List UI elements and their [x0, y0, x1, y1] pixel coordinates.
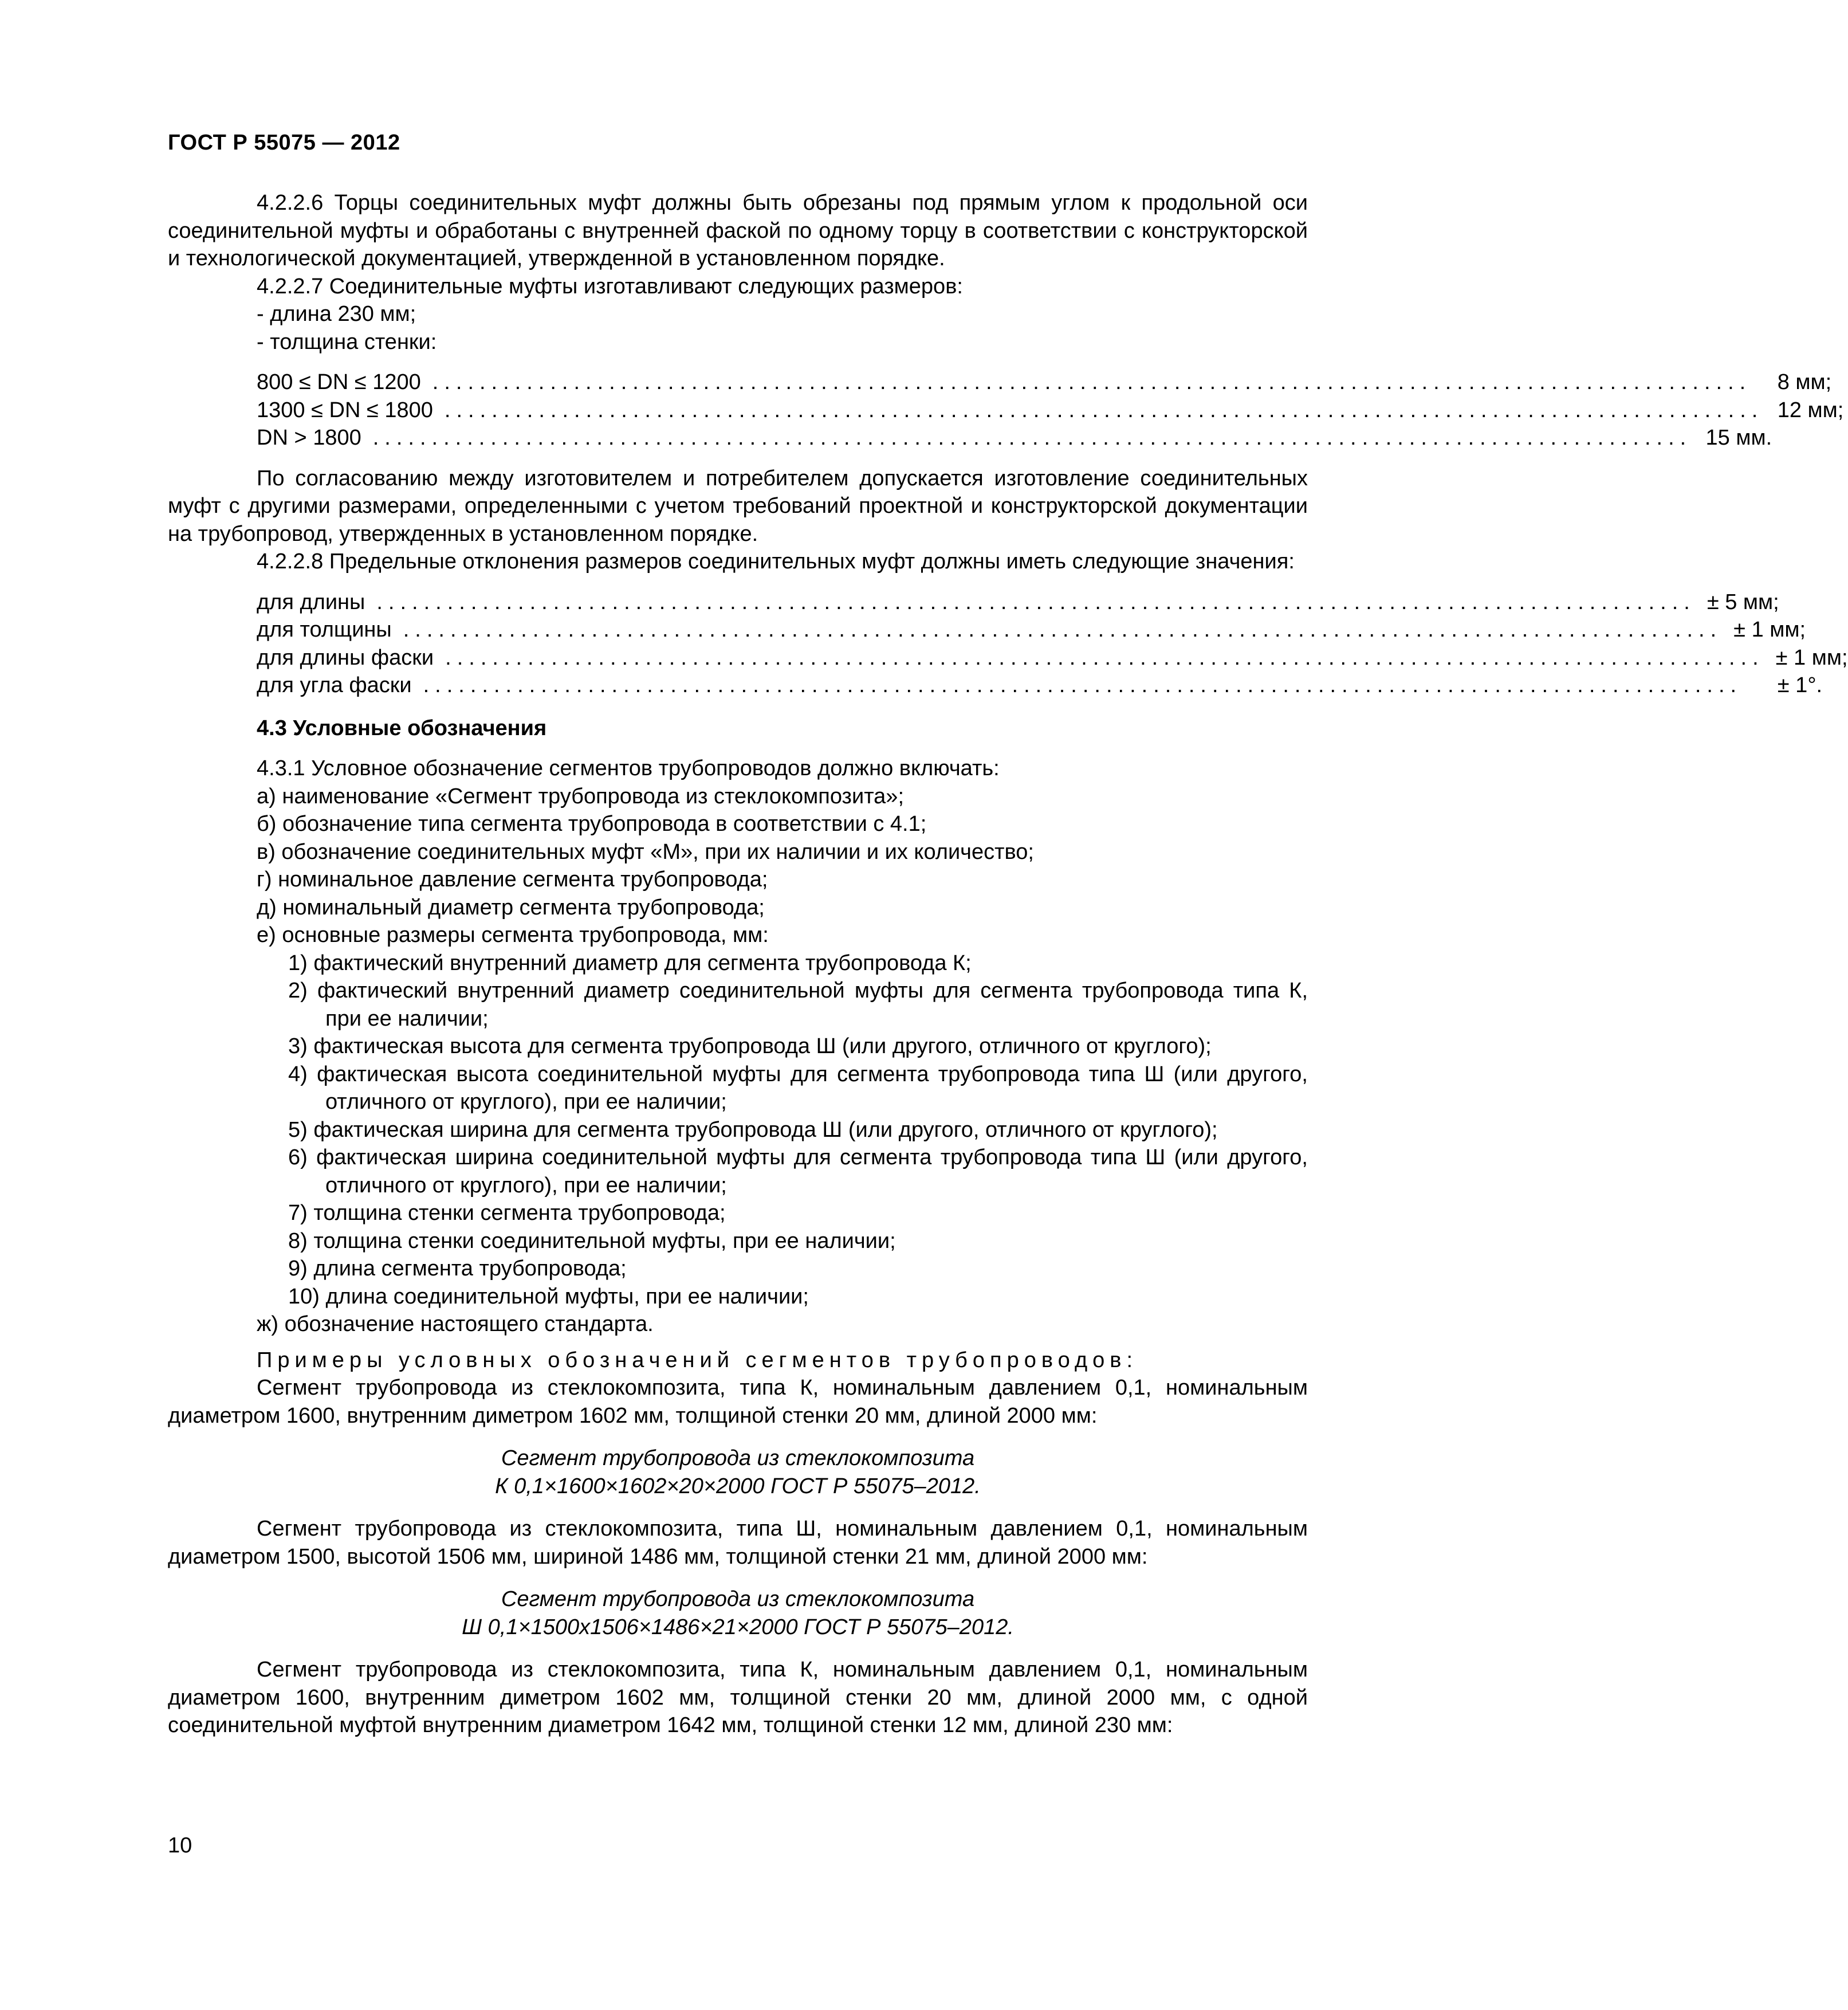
page-number: 10 — [168, 1834, 192, 1858]
paragraph-agreement: По согласованию между изготовителем и потребителем допускается изготовление соединительных муфт с другими размерами, определенными с учетом требований проектной и конструкторской документации на трубопровод, утвержденных в установленном порядке. — [168, 466, 1308, 546]
sub-list-item: 6) фактическая ширина соединительной муфты для сегмента трубопровода типа Ш (или другого, отличного от круглого), при ее наличии; — [288, 1145, 1308, 1198]
examples-heading: Примеры условных обозначений сегментов трубопроводов: — [257, 1348, 1138, 1372]
list-item: г) номинальное давление сегмента трубопровода; — [257, 867, 768, 892]
example-2-line-2: Ш 0,1×1500x1506×1486×21×2000 ГОСТ Р 55075–2012. — [462, 1615, 1014, 1639]
paragraph-4-2-2-8: 4.2.2.8 Предельные отклонения размеров соединительных муфт должны иметь следующие значения: — [257, 549, 1295, 574]
tolerance-row-label: для длины — [257, 590, 365, 614]
tolerance-row-value: ± 5 мм; — [1707, 590, 1779, 614]
document-body — [168, 189, 1848, 1740]
example-2-line-1: Сегмент трубопровода из стеклокомпозита — [501, 1587, 975, 1611]
leader-dots: ................................................................................................................ — [432, 370, 1752, 394]
tolerance-row-value: ± 1°. — [1777, 673, 1823, 697]
example-3-text: Сегмент трубопровода из стеклокомпозита, типа К, номинальным давлением 0,1, номинальным диаметром 1600, внутренним диметром 1602 мм, толщиной стенки 20 мм, длиной 2000 мм, с одной соединительной муфтой внутренним диаметром 1642 мм, толщиной стенки 12 мм, длиной 230 мм: — [168, 1658, 1308, 1737]
wall-row-label: 800 ≤ DN ≤ 1200 — [257, 370, 421, 394]
tolerance-row-value: ± 1 мм; — [1775, 645, 1848, 670]
document-header: ГОСТ Р 55075 — 2012 — [168, 131, 400, 155]
wall-thickness-table — [168, 368, 1844, 452]
wall-row — [168, 424, 1772, 452]
example-2-text: Сегмент трубопровода из стеклокомпозита, типа Ш, номинальным давлением 0,1, номинальным диаметром 1500, высотой 1506 мм, шириной 1486 мм, толщиной стенки 21 мм, длиной 2000 мм: — [168, 1517, 1308, 1569]
item-length: - длина 230 мм; — [257, 302, 416, 326]
list-item: ж) обозначение настоящего стандарта. — [257, 1312, 654, 1336]
wall-row — [168, 368, 1832, 396]
sub-list-item: 10) длина соединительной муфты, при ее наличии; — [288, 1284, 809, 1309]
list-item: е) основные размеры сегмента трубопровода, мм: — [257, 923, 769, 947]
wall-row-value: 12 мм; — [1777, 398, 1844, 422]
sub-list-item: 1) фактический внутренний диаметр для сегмента трубопровода К; — [288, 951, 972, 975]
leader-dots: ................................................................................................................ — [376, 590, 1696, 614]
wall-row-value: 8 мм; — [1777, 370, 1832, 394]
leader-dots: ................................................................................................................ — [403, 618, 1723, 642]
leader-dots: ................................................................................................................ — [444, 398, 1764, 422]
list-item: в) обозначение соединительных муфт «М», при их наличии и их количество; — [257, 839, 1034, 864]
sub-list-item: 8) толщина стенки соединительной муфты, при ее наличии; — [288, 1228, 896, 1253]
paragraph-4-3-1: 4.3.1 Условное обозначение сегментов трубопроводов должно включать: — [257, 756, 1000, 780]
sub-list-item: 2) фактический внутренний диаметр соединительной муфты для сегмента трубопровода типа К, при ее наличии; — [288, 979, 1308, 1031]
sub-list-item: 9) длина сегмента трубопровода; — [288, 1257, 627, 1281]
example-1-line-2: К 0,1×1600×1602×20×2000 ГОСТ Р 55075–2012. — [495, 1474, 981, 1498]
example-1-text: Сегмент трубопровода из стеклокомпозита, типа К, номинальным давлением 0,1, номинальным диаметром 1600, внутренним диметром 1602 мм, толщиной стенки 20 мм, длиной 2000 мм: — [168, 1376, 1308, 1428]
section-heading-4-3: 4.3 Условные обозначения — [257, 716, 547, 740]
tolerance-table — [168, 588, 1848, 700]
sub-list-item: 5) фактическая ширина для сегмента трубопровода Ш (или другого, отличного от круглого); — [288, 1117, 1218, 1142]
tolerance-row — [168, 588, 1779, 617]
tolerance-row-label: для угла фаски — [257, 673, 412, 697]
leader-dots: ................................................................................................................ — [372, 426, 1692, 450]
leader-dots: ................................................................................................................ — [423, 673, 1743, 697]
example-1-designation — [168, 1444, 1308, 1500]
tolerance-row-label: для толщины — [257, 618, 392, 642]
tolerance-row-label: для длины фаски — [257, 645, 434, 670]
sub-list-item: 4) фактическая высота соединительной муфты для сегмента трубопровода типа Ш (или другого, отличного от круглого), при ее наличии; — [288, 1062, 1308, 1114]
wall-row-value: 15 мм. — [1705, 426, 1772, 450]
sub-list-item: 7) толщина стенки сегмента трубопровода; — [288, 1201, 726, 1225]
list-item: а) наименование «Сегмент трубопровода из стеклокомпозита»; — [257, 784, 904, 808]
wall-row-label: 1300 ≤ DN ≤ 1800 — [257, 398, 433, 422]
leader-dots: ................................................................................................................ — [445, 645, 1764, 670]
wall-row-label: DN > 1800 — [257, 426, 361, 450]
tolerance-row-value: ± 1 мм; — [1733, 618, 1806, 642]
paragraph-4-2-2-6: 4.2.2.6 Торцы соединительных муфт должны быть обрезаны под прямым углом к продольной оси соединительной муфты и обработаны с внутренней фаской по одному торцу в соответствии с конструкторской и технологической документацией, утвержденной в установленном порядке. — [168, 191, 1308, 270]
example-2-designation — [168, 1585, 1308, 1641]
list-item: д) номинальный диаметр сегмента трубопровода; — [257, 895, 765, 920]
tolerance-row — [168, 644, 1848, 672]
item-wall-thickness: - толщина стенки: — [257, 329, 437, 354]
paragraph-4-2-2-7: 4.2.2.7 Соединительные муфты изготавливают следующих размеров: — [257, 274, 963, 299]
list-item: б) обозначение типа сегмента трубопровода в соответствии с 4.1; — [257, 812, 927, 836]
sub-list-item: 3) фактическая высота для сегмента трубопровода Ш (или другого, отличного от круглого); — [288, 1034, 1212, 1058]
tolerance-row — [168, 616, 1806, 644]
tolerance-row — [168, 672, 1823, 700]
wall-row — [168, 396, 1844, 425]
example-1-line-1: Сегмент трубопровода из стеклокомпозита — [501, 1446, 975, 1470]
